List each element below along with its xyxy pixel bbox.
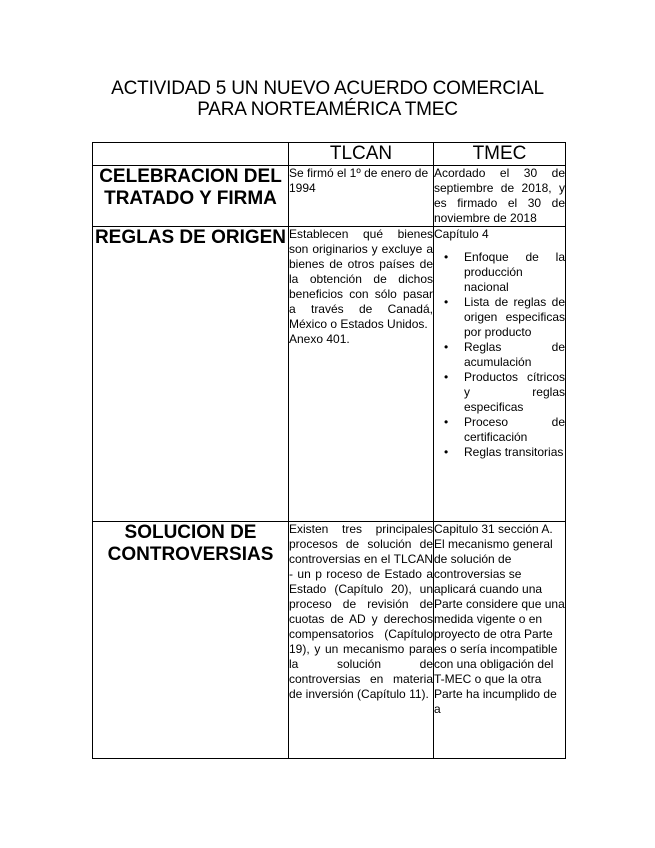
list-item-text: Proceso de certificación [464, 415, 565, 444]
tmec-text: El mecanismo general de solución de controversias se aplicará cuando una Parte considere que una medida vigente o en proyecto de otra Parte es o sería incompatible con una obligación del T-MEC o que la otra Parte ha incumplido de a [434, 537, 565, 716]
row-label: CELEBRACION DEL TRATADO Y FIRMA [93, 166, 289, 227]
row-label: REGLAS DE ORIGEN [93, 227, 289, 522]
tmec-cell [434, 227, 566, 522]
title-line-2: PARA NORTEAMÉRICA TMEC [197, 99, 458, 120]
list-item [444, 415, 565, 445]
list-item [444, 340, 565, 370]
bullet-icon: • [444, 415, 449, 429]
list-item-text: Productos cítricos y reglas especificas [464, 370, 565, 414]
bullet-icon: • [444, 370, 449, 384]
table-row [93, 227, 566, 522]
list-item [444, 250, 565, 295]
tlcan-cell [289, 227, 434, 522]
tlcan-cell: Se firmó el 1º de enero de 1994 [289, 166, 434, 227]
header-empty [93, 143, 289, 166]
title-line-1: ACTIVIDAD 5 UN NUEVO ACUERDO COMERCIAL [111, 78, 544, 99]
list-item-text: Reglas transitorias [464, 445, 564, 459]
list-item-text: Lista de reglas de origen especificas por producto [464, 295, 565, 339]
header-tlcan: TLCAN [289, 143, 434, 166]
bullet-icon: • [444, 340, 449, 354]
table-header-row [93, 143, 566, 166]
document-title [60, 78, 595, 120]
comparison-table [92, 142, 566, 759]
tmec-list [434, 250, 565, 460]
list-item [444, 445, 565, 460]
tlcan-text: Establecen qué bienes son originarios y excluye a bienes de otros países de la obtención de dichos beneficios con sólo pasar a través de Canadá, México o Estados Unidos. [289, 227, 433, 331]
list-item [444, 295, 565, 340]
header-tmec: TMEC [434, 143, 566, 166]
tlcan-annex: Anexo 401. [289, 332, 350, 346]
tmec-cell: Acordado el 30 de septiembre de 2018, y es firmado el 30 de noviembre de 2018 [434, 166, 565, 225]
bullet-icon: • [444, 250, 449, 264]
tmec-chapter: Capítulo 4 [434, 227, 489, 241]
row-label: SOLUCION DE CONTROVERSIAS [93, 522, 289, 759]
tmec-section: Capitulo 31 sección A. [434, 522, 553, 536]
table-row [93, 522, 566, 759]
list-item-text: Reglas de acumulación [464, 340, 565, 369]
bullet-icon: • [444, 445, 449, 459]
list-item-text: Enfoque de la producción nacional [464, 250, 565, 294]
list-item [444, 370, 565, 415]
table-row [93, 166, 566, 227]
tmec-cell [434, 522, 566, 759]
bullet-icon: • [444, 295, 449, 309]
tlcan-cell: Existen tres principales procesos de solución de controversias en el TLCAN - un p roceso de Estado a Estado (Capítulo 20), un proceso de revisión de cuotas de AD y derechos compensatorios (Capítulo 19), y un mecanismo para la solución de controversias en materia de inversión (Capítulo 11). [289, 522, 434, 759]
